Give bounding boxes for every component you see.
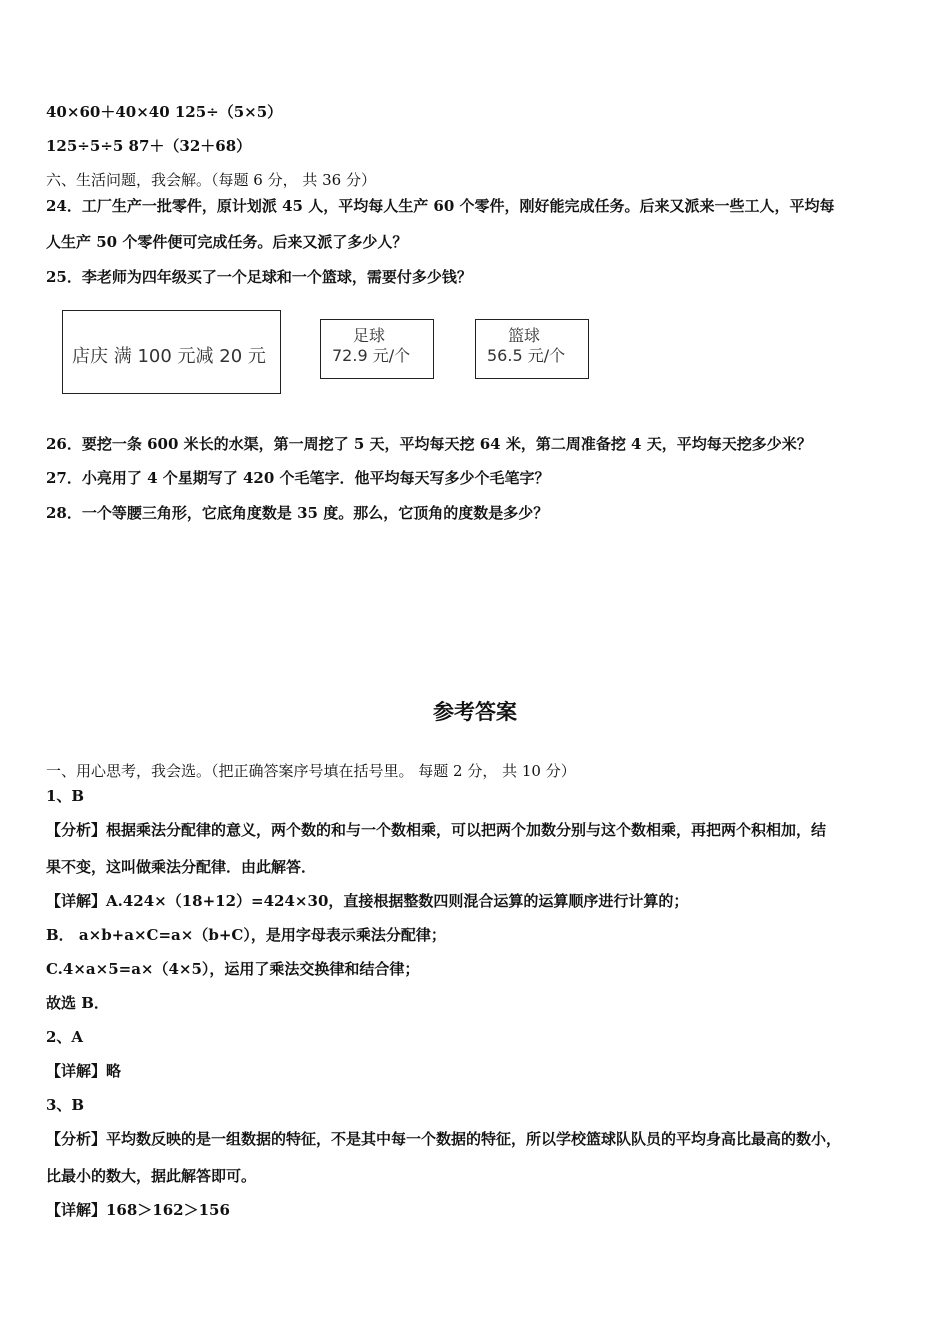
answers-title: 参考答案: [433, 700, 517, 724]
answer-1-option-b: B． a×b+a×C=a×（b+C），是用字母表示乘法分配律；: [46, 926, 446, 944]
answer-3: 3、B: [46, 1096, 85, 1114]
answer-1-choice: 故选 B．: [46, 994, 109, 1012]
football-box: [320, 319, 434, 379]
answer-1: 1、B: [46, 787, 85, 805]
football-name: 足球: [353, 326, 386, 345]
answer-1-option-c: C.4×a×5=a×（4×5），运用了乘法交换律和结合律；: [46, 960, 420, 978]
basketball-box: [475, 319, 589, 379]
answers-section-1-heading: 一、用心思考，我会选。（把正确答案序号填在括号里。 每题 2 分， 共 10 分）: [46, 762, 576, 780]
basketball-price: 56.5 元/个: [487, 346, 566, 365]
question-24-line-2: 人生产 50 个零件便可完成任务。后来又派了多少人？: [46, 233, 408, 251]
promo-text: 店庆 满 100 元减 20 元: [72, 346, 266, 367]
answer-1-analysis-line-2: 果不变，这叫做乘法分配律．由此解答．: [46, 858, 317, 876]
basketball-name: 篮球: [508, 326, 541, 345]
section-6-heading: 六、生活问题，我会解。（每题 6 分， 共 36 分）: [46, 171, 376, 189]
question-25: 25．李老师为四年级买了一个足球和一个篮球，需要付多少钱？: [46, 268, 472, 286]
exercise-line-2: 125÷5÷5 87＋（32＋68）: [46, 137, 252, 155]
question-28: 28．一个等腰三角形，它底角度数是 35 度。那么，它顶角的度数是多少？: [46, 504, 549, 522]
exercise-line-1: 40×60＋40×40 125÷（5×5）: [46, 103, 283, 121]
answer-3-detail: 【详解】168＞162＞156: [46, 1201, 230, 1219]
football-price: 72.9 元/个: [332, 346, 411, 365]
answer-3-analysis-line-1: 【分析】平均数反映的是一组数据的特征，不是其中每一个数据的特征，所以学校篮球队队员的平均身高比最高的数小，: [46, 1130, 842, 1148]
answer-2: 2、A: [46, 1028, 84, 1046]
promo-box: [62, 310, 281, 394]
question-26: 26．要挖一条 600 米长的水渠，第一周挖了 5 天，平均每天挖 64 米，第二周准备挖 4 天，平均每天挖多少米？: [46, 435, 812, 453]
answer-3-analysis-line-2: 比最小的数大，据此解答即可。: [46, 1167, 257, 1185]
answer-1-analysis-line-1: 【分析】根据乘法分配律的意义，两个数的和与一个数相乘，可以把两个加数分别与这个数相乘，再把两个积相加，结: [46, 821, 827, 839]
answer-2-detail: 【详解】略: [46, 1062, 122, 1080]
answer-1-detail: 【详解】A.424×（18+12）=424×30，直接根据整数四则混合运算的运算顺序进行计算的；: [46, 892, 689, 910]
question-27: 27．小亮用了 4 个星期写了 420 个毛笔字．他平均每天写多少个毛笔字？: [46, 469, 550, 487]
question-24-line-1: 24．工厂生产一批零件，原计划派 45 人，平均每人生产 60 个零件，刚好能完成任务。后来又派来一些工人，平均每: [46, 197, 835, 215]
